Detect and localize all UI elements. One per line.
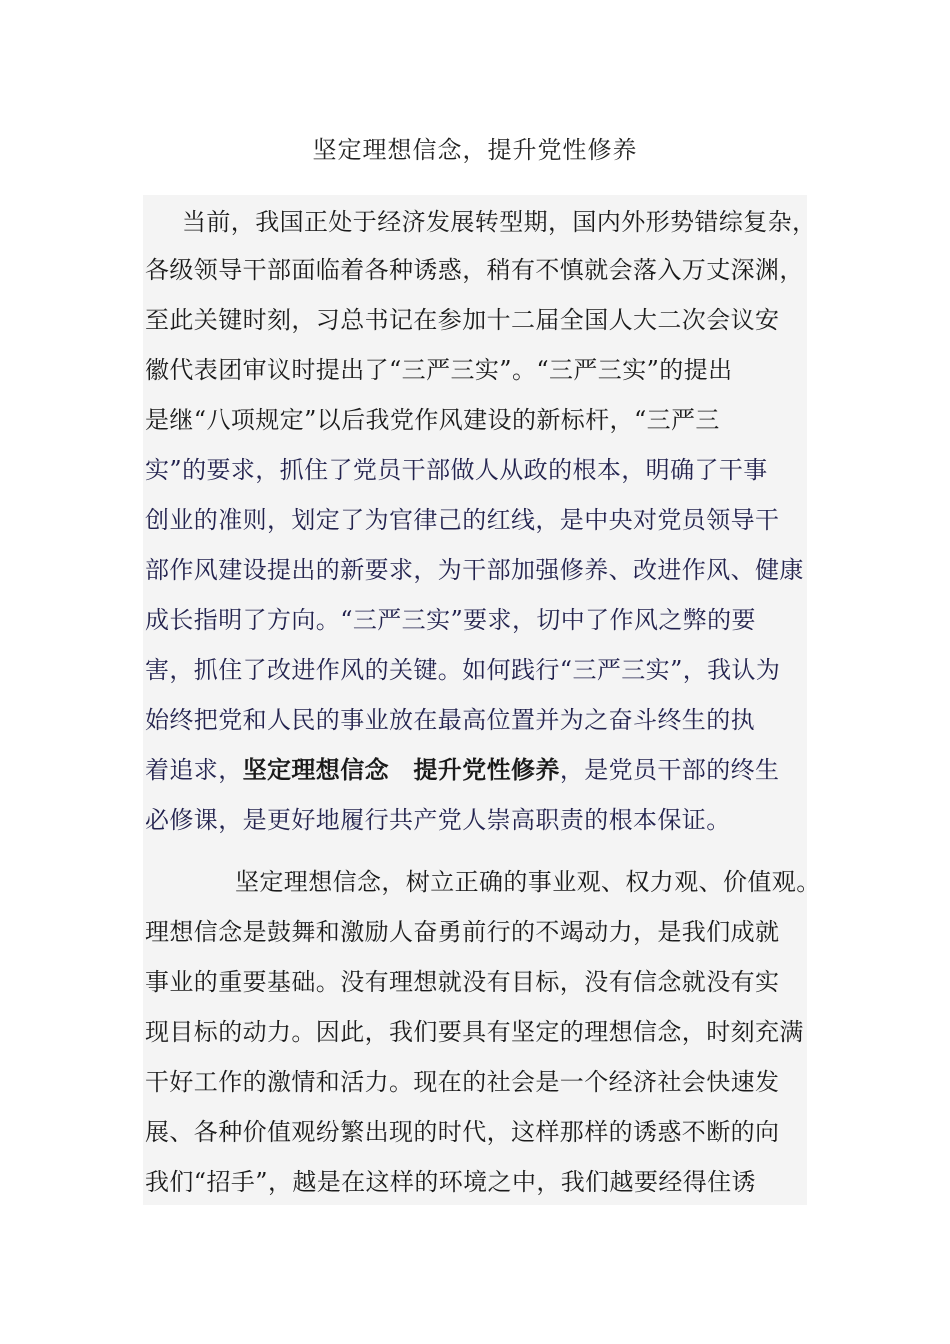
paragraph-2-line-4: 现目标的动力。因此，我们要具有坚定的理想信念，时刻充满 bbox=[145, 1018, 804, 1046]
line-12-prefix: 着追求， bbox=[145, 756, 243, 784]
paragraph-2-line-7: 我们“招手”，越是在这样的环境之中，我们越要经得住诱 bbox=[145, 1168, 756, 1196]
document-title: 坚定理想信念，提升党性修养 bbox=[312, 136, 638, 164]
paragraph-1-line-12 bbox=[145, 753, 779, 787]
paragraph-1-line-4: 徽代表团审议时提出了“三严三实”。“三严三实”的提出 bbox=[145, 356, 733, 384]
paragraph-1-line-2: 各级领导干部面临着各种诱惑，稍有不慎就会落入万丈深渊， bbox=[145, 256, 804, 284]
paragraph-2-line-1: 坚定理想信念，树立正确的事业观、权力观、价值观。 bbox=[235, 868, 821, 896]
bold-theme-phrase: 坚定理想信念 提升党性修养 bbox=[242, 755, 560, 784]
paragraph-1-line-7: 创业的准则，划定了为官律己的红线，是中央对党员领导干 bbox=[145, 506, 780, 534]
paragraph-1-line-3: 至此关键时刻，习总书记在参加十二届全国人大二次会议安 bbox=[145, 306, 780, 334]
paragraph-2-line-3: 事业的重要基础。没有理想就没有目标，没有信念就没有实 bbox=[145, 968, 780, 996]
paragraph-1-line-1: 当前，我国正处于经济发展转型期，国内外形势错综复杂， bbox=[182, 208, 817, 236]
paragraph-1-line-9: 成长指明了方向。“三严三实”要求，切中了作风之弊的要 bbox=[145, 606, 756, 634]
paragraph-2-line-6: 展、各种价值观纷繁出现的时代，这样那样的诱惑不断的向 bbox=[145, 1118, 780, 1146]
paragraph-1-line-8: 部作风建设提出的新要求，为干部加强修养、改进作风、健康 bbox=[145, 556, 804, 584]
paragraph-1-line-6: 实”的要求，抓住了党员干部做人从政的根本，明确了干事 bbox=[145, 456, 768, 484]
paragraph-1-line-13: 必修课，是更好地履行共产党人崇高职责的根本保证。 bbox=[145, 806, 731, 834]
paragraph-1-line-11: 始终把党和人民的事业放在最高位置并为之奋斗终生的执 bbox=[145, 706, 755, 734]
paragraph-1-line-5: 是继“八项规定”以后我党作风建设的新标杆，“三严三 bbox=[145, 406, 720, 434]
paragraph-2-line-5: 干好工作的激情和活力。现在的社会是一个经济社会快速发 bbox=[145, 1068, 780, 1096]
paragraph-2-line-2: 理想信念是鼓舞和激励人奋勇前行的不竭动力，是我们成就 bbox=[145, 918, 780, 946]
paragraph-1-line-10: 害，抓住了改进作风的关键。如何践行“三严三实”，我认为 bbox=[145, 656, 781, 684]
line-12-suffix: ，是党员干部的终生 bbox=[559, 756, 780, 784]
